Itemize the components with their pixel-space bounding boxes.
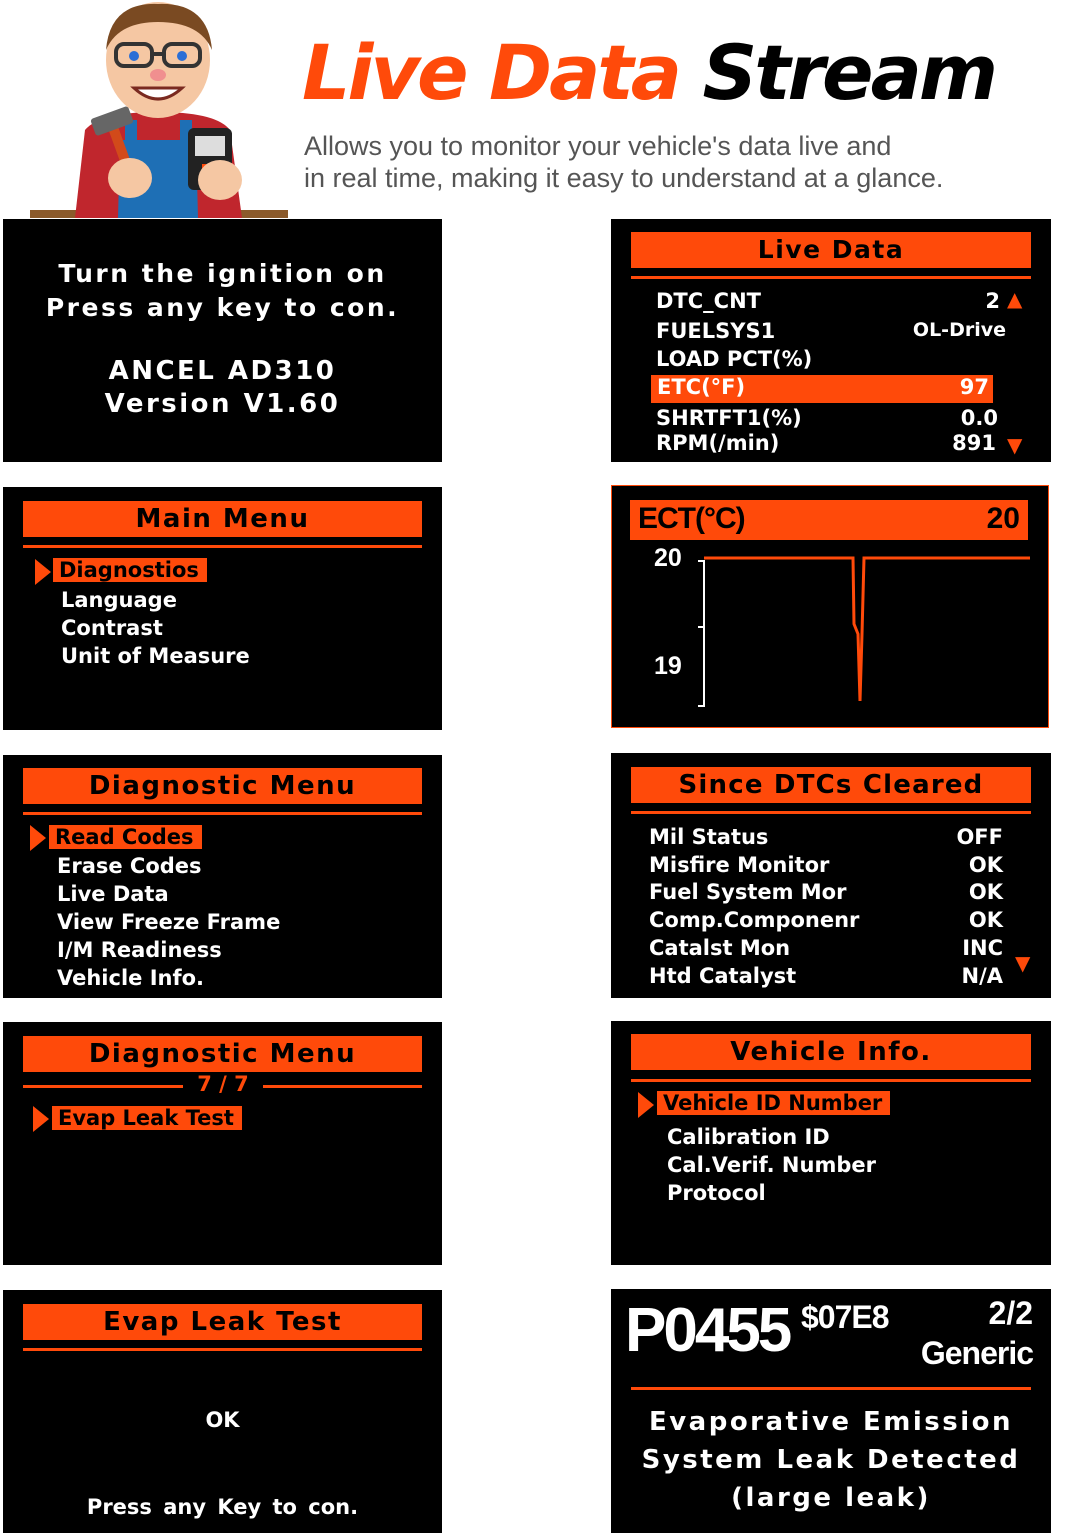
dtc-desc-line2: System Leak Detected — [641, 1445, 1021, 1475]
boot-line3: ANCEL AD310 — [108, 356, 337, 386]
live-data-row[interactable]: FUELSYS1 OL-Drive — [656, 319, 1006, 343]
evap-header: Evap Leak Test — [23, 1304, 422, 1340]
ect-y-top: 20 — [654, 544, 682, 572]
menu-item-view-freeze-frame[interactable]: View Freeze Frame — [57, 910, 281, 934]
monitor-row[interactable]: Misfire Monitor OK — [649, 853, 1003, 877]
selection-arrow-icon — [35, 559, 51, 585]
hero-subtitle-line2: in real time, making it easy to understand at a glance. — [304, 163, 944, 193]
hero-banner — [0, 0, 1065, 215]
evap-footer: Press any Key to con. — [86, 1495, 359, 1519]
main-menu-screen — [3, 487, 442, 730]
menu-item-calibration-id[interactable]: Calibration ID — [667, 1125, 830, 1149]
ect-graph-screen — [611, 485, 1049, 728]
menu-item-vehicle-info[interactable]: Vehicle Info. — [57, 966, 204, 990]
live-data-row[interactable]: SHRTFT1(%) 0.0 — [656, 406, 998, 430]
monitor-row[interactable]: Htd Catalyst N/A — [649, 964, 1003, 988]
main-menu-header: Main Menu — [23, 501, 422, 537]
live-data-row[interactable]: LOAD PCT(%) — [656, 347, 813, 371]
page-indicator: 7 / 7 — [183, 1072, 263, 1096]
boot-line4: Version V1.60 — [104, 389, 341, 419]
vehicle-info-header: Vehicle Info. — [631, 1034, 1031, 1070]
ect-trend-graph — [612, 486, 1049, 728]
dtc-detail-screen — [611, 1289, 1051, 1533]
boot-line2: Press any key to con. — [45, 293, 400, 322]
menu-item-live-data[interactable]: Live Data — [57, 882, 169, 906]
menu-item-im-readiness[interactable]: I/M Readiness — [57, 938, 222, 962]
selection-arrow-icon — [30, 825, 46, 851]
menu-item-unit-of-measure[interactable]: Unit of Measure — [61, 644, 250, 668]
ect-value: 20 — [986, 502, 1020, 535]
arrow-down-icon[interactable]: ▼ — [1015, 951, 1031, 975]
hero-subtitle — [304, 130, 1024, 194]
vehicle-info-screen — [611, 1021, 1051, 1265]
menu-item-evap-leak-test[interactable]: Evap Leak Test — [52, 1106, 242, 1130]
selection-arrow-icon — [638, 1092, 654, 1118]
ect-label: ECT(°C) — [638, 502, 745, 535]
dtc-code: P0455 — [625, 1296, 790, 1365]
monitor-row[interactable]: Comp.Componenr OK — [649, 908, 1003, 932]
arrow-down-icon[interactable]: ▼ — [1007, 433, 1023, 457]
hero-title-part2: Stream — [702, 28, 996, 117]
boot-line1: Turn the ignition on — [58, 259, 387, 288]
hero-title-part1: Live Data — [302, 28, 680, 117]
monitor-row[interactable]: Catalst Mon INC — [649, 936, 1003, 960]
diagnostic-menu-screen — [3, 755, 442, 998]
dtc-count: 2/2 — [988, 1295, 1033, 1331]
dtc-ecu: $07E8 — [801, 1299, 889, 1335]
diagnostic-menu-page7-screen — [3, 1022, 442, 1265]
dtc-type: Generic — [920, 1335, 1033, 1371]
selection-arrow-icon — [33, 1106, 49, 1132]
since-dtcs-cleared-screen — [611, 753, 1051, 998]
menu-item-language[interactable]: Language — [61, 588, 177, 612]
arrow-up-icon[interactable]: ▲ — [1007, 287, 1023, 311]
evap-leak-test-screen — [3, 1290, 442, 1533]
since-dtc-header: Since DTCs Cleared — [631, 767, 1031, 803]
dtc-desc-line1: Evaporative Emission — [648, 1407, 1014, 1437]
menu-item-contrast[interactable]: Contrast — [61, 616, 163, 640]
hero-title — [302, 28, 995, 118]
ect-y-bottom: 19 — [654, 652, 682, 680]
live-data-row[interactable]: DTC_CNT 2 — [656, 289, 1000, 313]
boot-screen — [3, 219, 442, 462]
hero-subtitle-line1: Allows you to monitor your vehicle's data live and — [304, 131, 892, 161]
menu-item-vehicle-id-number[interactable]: Vehicle ID Number — [657, 1091, 890, 1115]
menu-item-protocol[interactable]: Protocol — [667, 1181, 766, 1205]
menu-item-cal-verif-number[interactable]: Cal.Verif. Number — [667, 1153, 876, 1177]
menu-item-read-codes[interactable]: Read Codes — [49, 825, 202, 849]
dtc-desc-line3: (large leak) — [731, 1483, 931, 1513]
menu-item-diagnostics[interactable]: Diagnostios — [53, 558, 207, 582]
evap-status: OK — [205, 1408, 240, 1432]
mechanic-mascot-icon — [30, 0, 288, 218]
monitor-row[interactable]: Fuel System Mor OK — [649, 880, 1003, 904]
live-data-row-selected[interactable]: ETC(°F) 97 — [651, 375, 993, 403]
menu-item-erase-codes[interactable]: Erase Codes — [57, 854, 202, 878]
diag-menu-header: Diagnostic Menu — [23, 768, 422, 804]
live-data-row[interactable]: RPM(/min) 891 — [656, 431, 996, 455]
diag-menu-2-header: Diagnostic Menu — [23, 1036, 422, 1072]
monitor-row[interactable]: Mil Status OFF — [649, 825, 1003, 849]
live-data-screen — [611, 219, 1051, 462]
live-data-header: Live Data — [631, 232, 1031, 268]
